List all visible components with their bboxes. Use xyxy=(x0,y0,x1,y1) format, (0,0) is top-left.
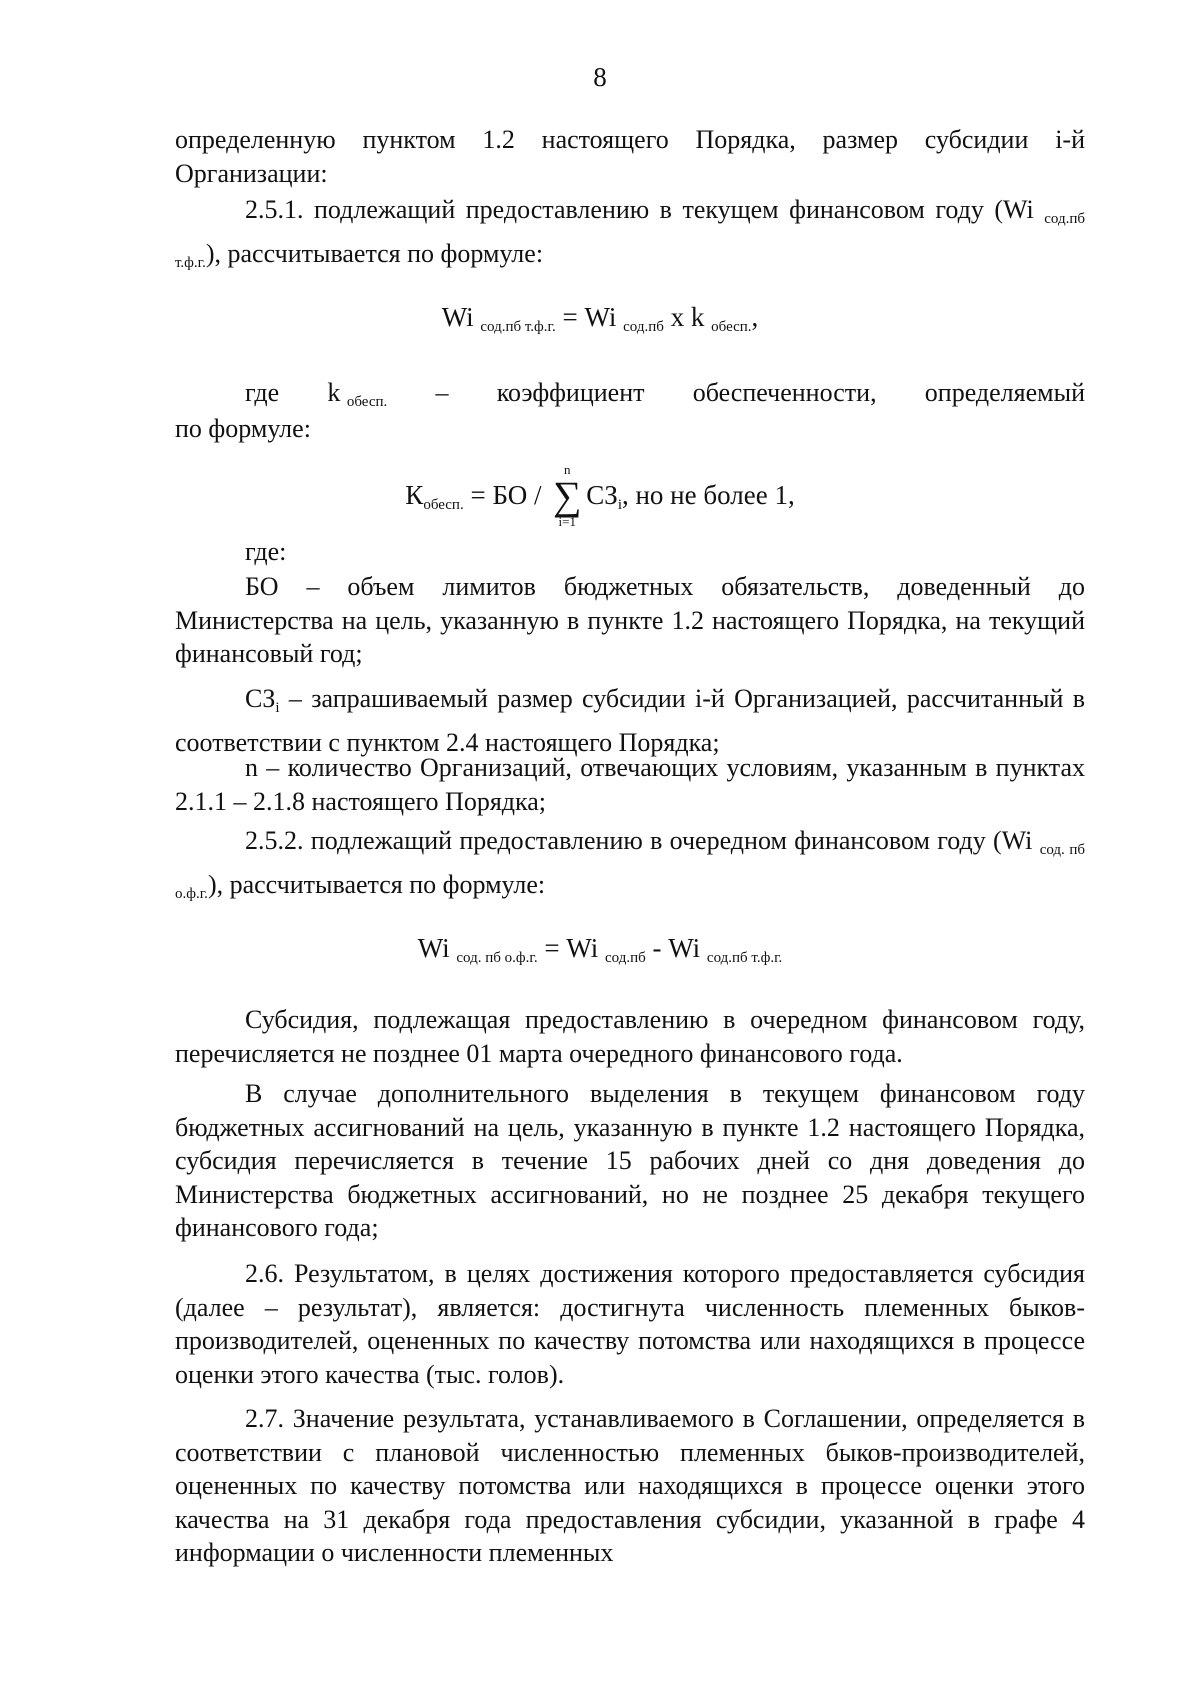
paragraph-2-7: 2.7. Значение результата, устанавливаемого в Соглашении, определяется в соответствии с плановой численностью племенных быков-производителей, оцененных по качеству потомства или находящихся в процессе оценки этого качества на 31 декабря года предоставления субсидии, указанной в графе 4 информации о численности племенных xyxy=(175,1404,1085,1567)
subscript: сод.пб т.ф.г. xyxy=(175,211,1085,271)
var: СЗ xyxy=(245,684,276,713)
subscript: сод.пб xyxy=(604,950,646,966)
paragraph-2-5-1 xyxy=(175,193,1085,280)
formula-current-year xyxy=(0,302,1200,336)
text: ), рассчитывается по формуле: xyxy=(205,238,544,268)
paragraph-2-5-2 xyxy=(175,824,1085,911)
paragraph-2-6: 2.6. Результатом, в целях достижения которого предоставляется субсидия (далее – результат), является: достигнута численность племенных быков-производителей, оцененных по качеству потомства или находящихся в процессе оценки этого качества (тыс. голов). xyxy=(175,1259,1085,1389)
word: определяемый xyxy=(924,378,1085,407)
formula-term: , но не более 1, xyxy=(621,480,795,510)
paragraph-additional-allocation: В случае дополнительного выделения в текущем финансовом году бюджетных ассигнований на цель, указанную в пункте 1.2 настоящего Порядка, субсидия перечисляется в течение 15 рабочих дней со дня доведения до Министерства бюджетных ассигнований, но не позднее 25 декабря текущего финансового года; xyxy=(175,1079,1085,1242)
formula-term: К xyxy=(405,480,424,510)
text: – запрашиваемый размер субсидии i-й Организацией, рассчитанный в соответствии с пунктом 2.4 настоящего Порядка; xyxy=(175,684,1085,757)
var: k xyxy=(327,378,341,407)
formula-term: Wi xyxy=(417,933,457,963)
sigma-icon: ∑ xyxy=(553,473,582,518)
page-number: 8 xyxy=(593,62,607,92)
definition-bo: БО – объем лимитов бюджетных обязательств, доведенный до Министерства на цель, указанную в пункте 1.2 настоящего Порядка, на текущий финансовый год; xyxy=(175,572,1085,668)
formula-term: - Wi xyxy=(645,933,707,963)
word: обеспеченности, xyxy=(692,378,877,407)
paragraph-subsidy-deadline: Субсидия, подлежащая предоставлению в очередном финансовом году, перечисляется не позднее 01 марта очередного финансового года. xyxy=(175,1005,1085,1068)
word: где xyxy=(245,378,280,407)
sum-upper: n xyxy=(564,462,571,477)
formula-term: Wi xyxy=(441,302,481,332)
word: – xyxy=(435,378,449,407)
text: ), рассчитывается по формуле: xyxy=(207,869,546,899)
sum-lower: i=1 xyxy=(558,514,576,529)
formula-term: СЗ xyxy=(586,480,618,510)
word xyxy=(327,378,387,411)
definition-cz xyxy=(175,682,1085,759)
subscript: сод. пб о.ф.г. xyxy=(175,842,1085,902)
paragraph-intro: определенную пунктом 1.2 настоящего Порядка, размер субсидии i-й Организации: xyxy=(175,125,1085,188)
text: 2.5.1. подлежащий предоставлению в текущем финансовом году (Wi xyxy=(245,195,1045,224)
word: коэффициент xyxy=(496,378,645,407)
formula-coefficient xyxy=(0,462,1200,529)
formula-term: , xyxy=(751,302,759,332)
formula-term: = БО / xyxy=(463,480,549,510)
subscript: сод. пб о.ф.г. xyxy=(456,950,538,966)
formula-term: = Wi xyxy=(555,302,624,332)
where-label: где: xyxy=(245,537,287,566)
formula-next-year xyxy=(0,933,1200,967)
subscript: обесп. xyxy=(346,394,388,410)
definition-n: n – количество Организаций, отвечающих условиям, указанным в пунктах 2.1.1 – 2.1.8 настоящего Порядка; xyxy=(175,753,1085,816)
subscript: обесп. xyxy=(711,319,752,335)
subscript: обесп. xyxy=(423,497,464,513)
subscript: сод.пб xyxy=(623,319,664,335)
formula-term: = Wi xyxy=(537,933,605,963)
where-coefficient-line xyxy=(175,378,1085,411)
where-coefficient-tail: по формуле: xyxy=(175,414,311,443)
subscript: сод.пб т.ф.г. xyxy=(480,319,556,335)
text: 2.5.2. подлежащий предоставлению в очередном финансовом году (Wi xyxy=(245,826,1040,855)
subscript: i xyxy=(275,700,280,716)
subscript: i xyxy=(617,497,622,513)
sum-symbol xyxy=(550,462,584,529)
formula-term: х k xyxy=(663,302,712,332)
subscript: сод.пб т.ф.г. xyxy=(706,950,783,966)
